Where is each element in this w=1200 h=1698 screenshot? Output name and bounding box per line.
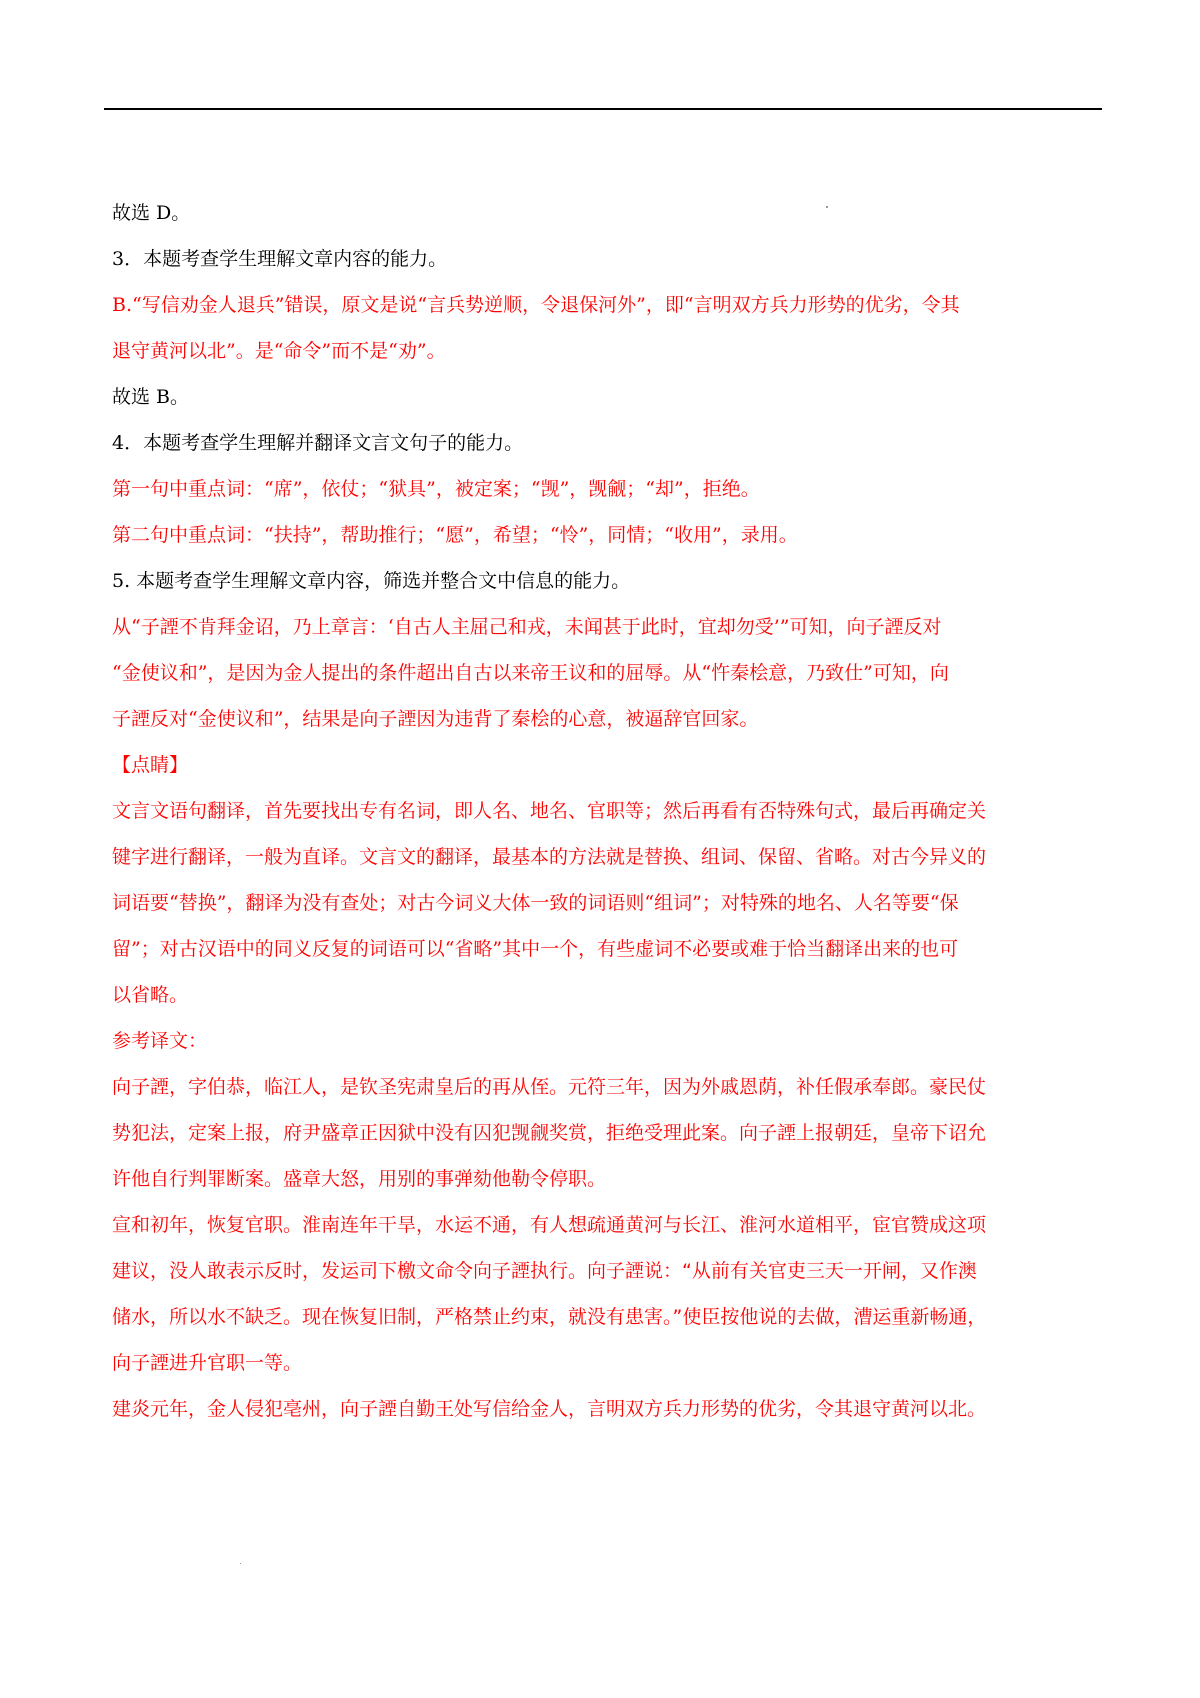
translation-line: 势犯法，定案上报，府尹盛章正因狱中没有囚犯觊觎奖赏，拒绝受理此案。向子諲上报朝廷，皇帝下诏允 bbox=[112, 1122, 987, 1144]
scan-speck bbox=[240, 1563, 241, 1564]
explanation-line: 4．本题考查学生理解并翻译文言文句子的能力。 bbox=[112, 432, 524, 454]
answer-explanation-text bbox=[112, 201, 1104, 1421]
explanation-line: 词语要“替换”，翻译为没有查处；对古今词义大体一致的词语则“组词”；对特殊的地名、人名等要“保 bbox=[112, 892, 959, 914]
explanation-line: “金使议和”，是因为金人提出的条件超出自古以来帝王议和的屈辱。从“忤秦桧意，乃致仕”可知，向 bbox=[112, 662, 949, 684]
explanation-line: 5. 本题考查学生理解文章内容，筛选并整合文中信息的能力。 bbox=[112, 570, 631, 592]
explanation-line: 以省略。 bbox=[112, 984, 189, 1006]
explanation-line: 文言文语句翻译，首先要找出专有名词，即人名、地名、官职等；然后再看有否特殊句式，最后再确定关 bbox=[112, 800, 987, 822]
translation-line: 向子諲，字伯恭，临江人，是钦圣宪肃皇后的再从侄。元符三年，因为外戚恩荫，补任假承奉郎。豪民仗 bbox=[112, 1076, 987, 1098]
explanation-line: B.“写信劝金人退兵”错误，原文是说“言兵势逆顺，令退保河外”，即“言明双方兵力形势的优劣，令其 bbox=[112, 294, 960, 316]
translation-line: 宣和初年，恢复官职。淮南连年干旱，水运不通，有人想疏通黄河与长江、淮河水道相平，宦官赞成这项 bbox=[112, 1214, 987, 1236]
explanation-line: 键字进行翻译，一般为直译。文言文的翻译，最基本的方法就是替换、组词、保留、省略。对古今异义的 bbox=[112, 846, 987, 868]
translation-line: 储水，所以水不缺乏。现在恢复旧制，严格禁止约束，就没有患害。”使臣按他说的去做，漕运重新畅通， bbox=[112, 1306, 987, 1328]
explanation-line: 退守黄河以北”。是“命令”而不是“劝”。 bbox=[112, 340, 446, 362]
explanation-line: 第二句中重点词：“扶持”，帮助推行；“愿”，希望；“怜”，同情；“收用”，录用。 bbox=[112, 524, 798, 546]
explanation-line: 留”；对古汉语中的同义反复的词语可以“省略”其中一个，有些虚词不必要或难于恰当翻译出来的也可 bbox=[112, 938, 959, 960]
explanation-line: 3．本题考查学生理解文章内容的能力。 bbox=[112, 248, 448, 270]
explanation-line: 从“子諲不肯拜金诏，乃上章言：‘自古人主屈己和戎，未闻甚于此时，宜却勿受’”可知，向子諲反对 bbox=[112, 616, 942, 638]
header-rule bbox=[104, 108, 1102, 110]
translation-line: 建议，没人敢表示反时，发运司下檄文命令向子諲执行。向子諲说：“从前有关官吏三天一开闸，又作澳 bbox=[112, 1260, 977, 1282]
explanation-line: 参考译文： bbox=[112, 1030, 208, 1052]
explanation-line: 故选 B。 bbox=[112, 386, 190, 408]
explanation-line: 第一句中重点词：“席”，依仗；“狱具”，被定案；“觊”，觊觎；“却”，拒绝。 bbox=[112, 478, 760, 500]
explanation-line: 故选 D。 bbox=[112, 202, 191, 224]
translation-line: 向子諲进升官职一等。 bbox=[112, 1352, 303, 1374]
translation-line: 建炎元年，金人侵犯亳州，向子諲自勤王处写信给金人，言明双方兵力形势的优劣，令其退守黄河以北。 bbox=[112, 1398, 987, 1420]
explanation-line: 【点睛】 bbox=[112, 754, 189, 776]
translation-line: 许他自行判罪断案。盛章大怒，用别的事弹劾他勒令停职。 bbox=[112, 1168, 607, 1190]
explanation-line: 子諲反对“金使议和”，结果是向子諲因为违背了秦桧的心意，被逼辞官回家。 bbox=[112, 708, 759, 730]
